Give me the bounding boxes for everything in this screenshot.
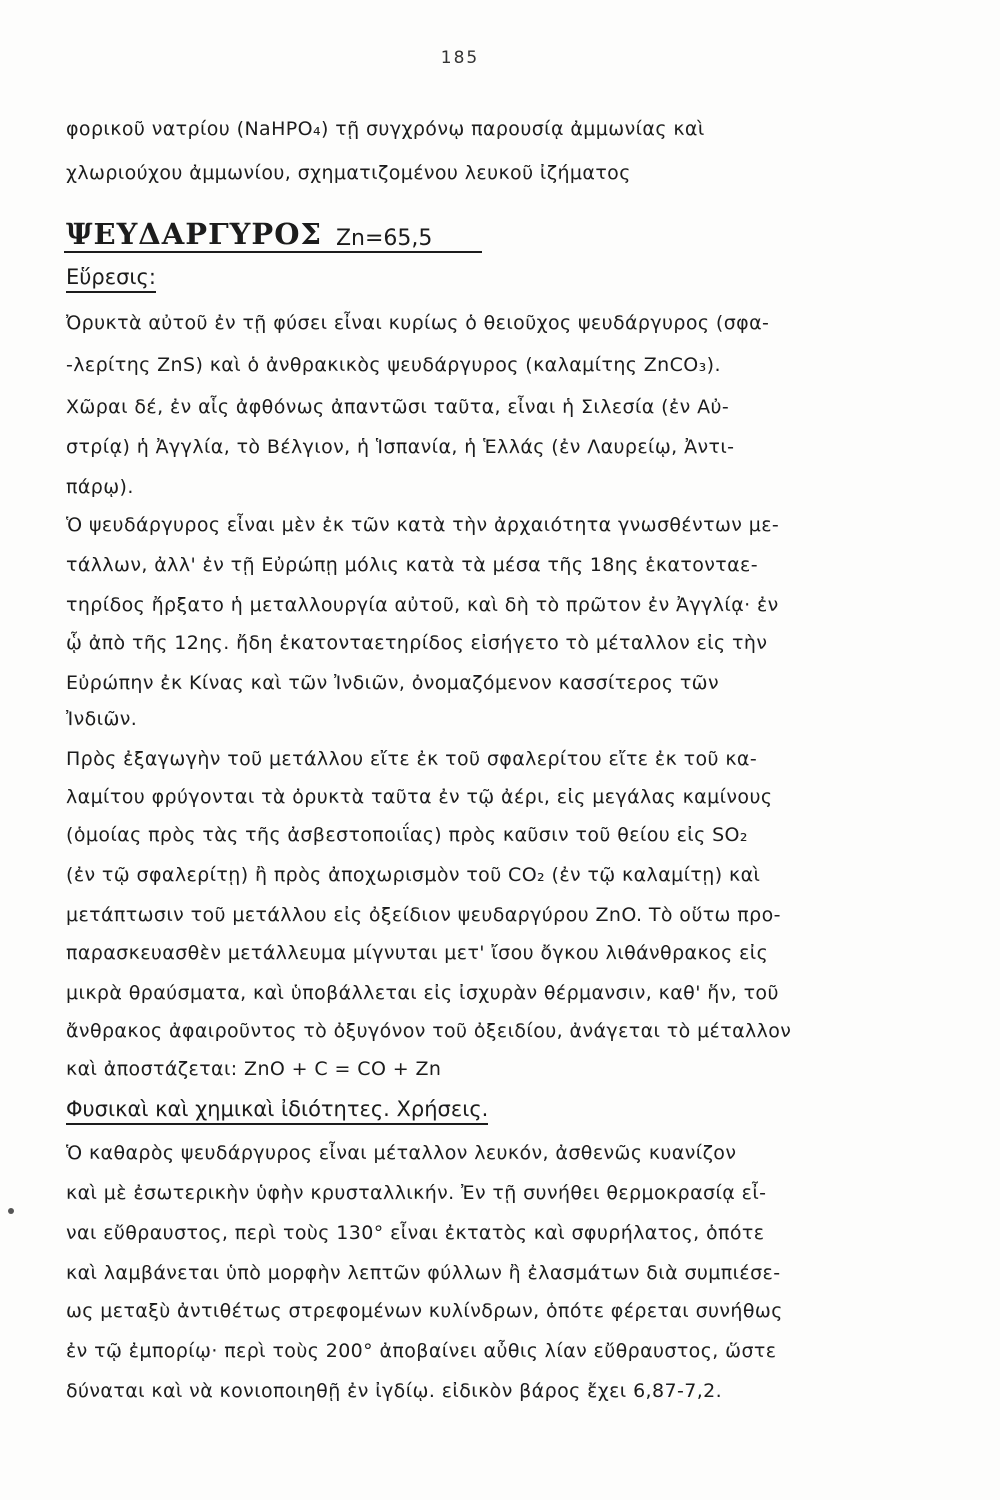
extraction-line-8: ἄνθρακος ἀφαιροῦντος τὸ ὀξυγόνον τοῦ ὀξειδίου, ἀνάγεται τὸ μέταλλον — [66, 1020, 792, 1042]
extraction-line-6: παρασκευασθὲν μετάλλευμα μίγνυται μετ' ἴσου ὄγκου λιθάνθρακος εἰς — [66, 942, 769, 964]
properties-line-4: καὶ λαμβάνεται ὑπὸ μορφὴν λεπτῶν φύλλων ἢ ἐλασμάτων διὰ συμπιέσε- — [66, 1262, 781, 1284]
properties-line-7: δύναται καὶ νὰ κονιοποιηθῇ ἐν ἰγδίῳ. εἰδικὸν βάρος ἔχει 6,87-7,2. — [66, 1380, 723, 1402]
intro-line-2: χλωριούχου ἀμμωνίου, σχηματιζομένου λευκοῦ ἰζήματος — [66, 162, 631, 184]
history-line-2: τάλλων, ἀλλ' ἐν τῇ Εὐρώπῃ μόλις κατὰ τὰ μέσα τῆς 18ης ἑκατονταε- — [66, 554, 758, 576]
title-underline — [64, 251, 482, 253]
heading-euresis: Εὕρεσις: — [66, 264, 156, 293]
history-line-6: Ἰνδιῶν. — [66, 708, 138, 730]
extraction-line-9: καὶ ἀποστάζεται: ZnO + C = CO + Zn — [66, 1058, 442, 1080]
margin-mark — [8, 1208, 14, 1214]
euresis-line-4: στρίᾳ) ἡ Ἀγγλία, τὸ Βέλγιον, ἡ Ἱσπανία, ἡ Ἑλλάς (ἐν Λαυρείῳ, Ἀντι- — [66, 436, 735, 458]
extraction-line-7: μικρὰ θραύσματα, καὶ ὑποβάλλεται εἰς ἰσχυρὰν θέρμανσιν, καθ' ἥν, τοῦ — [66, 982, 779, 1004]
section-title — [66, 205, 432, 251]
properties-line-6: ἐν τῷ ἐμπορίῳ· περὶ τοὺς 200° ἀποβαίνει αὖθις λίαν εὔθραυστος, ὥστε — [66, 1340, 777, 1362]
history-line-4: ᾧ ἀπὸ τῆς 12ης. ἤδη ἑκατονταετηρίδος εἰσήγετο τὸ μέταλλον εἰς τὴν — [66, 632, 768, 654]
euresis-line-1: Ὀρυκτὰ αὐτοῦ ἐν τῇ φύσει εἶναι κυρίως ὁ θειοῦχος ψευδάργυρος (σφα- — [66, 312, 770, 334]
properties-line-1: Ὁ καθαρὸς ψευδάργυρος εἶναι μέταλλον λευκόν, ἀσθενῶς κυανίζον — [66, 1142, 737, 1164]
extraction-line-2: λαμίτου φρύγονται τὰ ὀρυκτὰ ταῦτα ἐν τῷ ἀέρι, εἰς μεγάλας καμίνους — [66, 786, 773, 808]
page-number: 185 — [440, 48, 480, 68]
history-line-1: Ὁ ψευδάργυρος εἶναι μὲν ἐκ τῶν κατὰ τὴν ἀρχαιότητα γνωσθέντων με- — [66, 514, 780, 536]
title-zinc: ΨΕΥΔΑΡΓΥΡΟΣ — [66, 217, 322, 251]
extraction-line-5: μετάπτωσιν τοῦ μετάλλου εἰς ὀξείδιον ψευδαργύρου ZnO. Τὸ οὕτω προ- — [66, 904, 781, 926]
extraction-line-1: Πρὸς ἐξαγωγὴν τοῦ μετάλλου εἴτε ἐκ τοῦ σφαλερίτου εἴτε ἐκ τοῦ κα- — [66, 748, 758, 770]
intro-line-1: φορικοῦ νατρίου (NaHPO₄) τῇ συγχρόνῳ παρουσίᾳ ἀμμωνίας καὶ — [66, 118, 705, 140]
heading-properties: Φυσικαὶ καὶ χημικαὶ ἰδιότητες. Χρήσεις. — [66, 1096, 488, 1125]
properties-line-3: ναι εὔθραυστος, περὶ τοὺς 130° εἶναι ἐκτατὸς καὶ σφυρήλατος, ὁπότε — [66, 1222, 765, 1244]
euresis-line-2: -λερίτης ZnS) καὶ ὁ ἀνθρακικὸς ψευδάργυρος (καλαμίτης ZnCO₃). — [66, 354, 721, 376]
euresis-line-5: πάρῳ). — [66, 476, 134, 498]
title-formula: Zn=65,5 — [335, 226, 433, 251]
history-line-3: τηρίδος ἤρξατο ἡ μεταλλουργία αὐτοῦ, καὶ δὴ τὸ πρῶτον ἐν Ἀγγλίᾳ· ἐν — [66, 594, 779, 616]
history-line-5: Εὐρώπην ἐκ Κίνας καὶ τῶν Ἰνδιῶν, ὀνομαζόμενον κασσίτερος τῶν — [66, 672, 719, 694]
properties-line-5: ως μεταξὺ ἀντιθέτως στρεφομένων κυλίνδρων, ὁπότε φέρεται συνήθως — [66, 1300, 783, 1322]
properties-line-2: καὶ μὲ ἐσωτερικὴν ὑφὴν κρυσταλλικήν. Ἐν τῇ συνήθει θερμοκρασίᾳ εἶ- — [66, 1182, 767, 1204]
euresis-line-3: Χῶραι δέ, ἐν αἷς ἀφθόνως ἀπαντῶσι ταῦτα, εἶναι ἡ Σιλεσία (ἐν Αὐ- — [66, 396, 730, 418]
extraction-line-3: (ὁμοίας πρὸς τὰς τῆς ἀσβεστοποιΐας) πρὸς καῦσιν τοῦ θείου εἰς SO₂ — [66, 824, 748, 846]
extraction-line-4: (ἐν τῷ σφαλερίτῃ) ἢ πρὸς ἀποχωρισμὸν τοῦ CO₂ (ἐν τῷ καλαμίτῃ) καὶ — [66, 864, 761, 886]
